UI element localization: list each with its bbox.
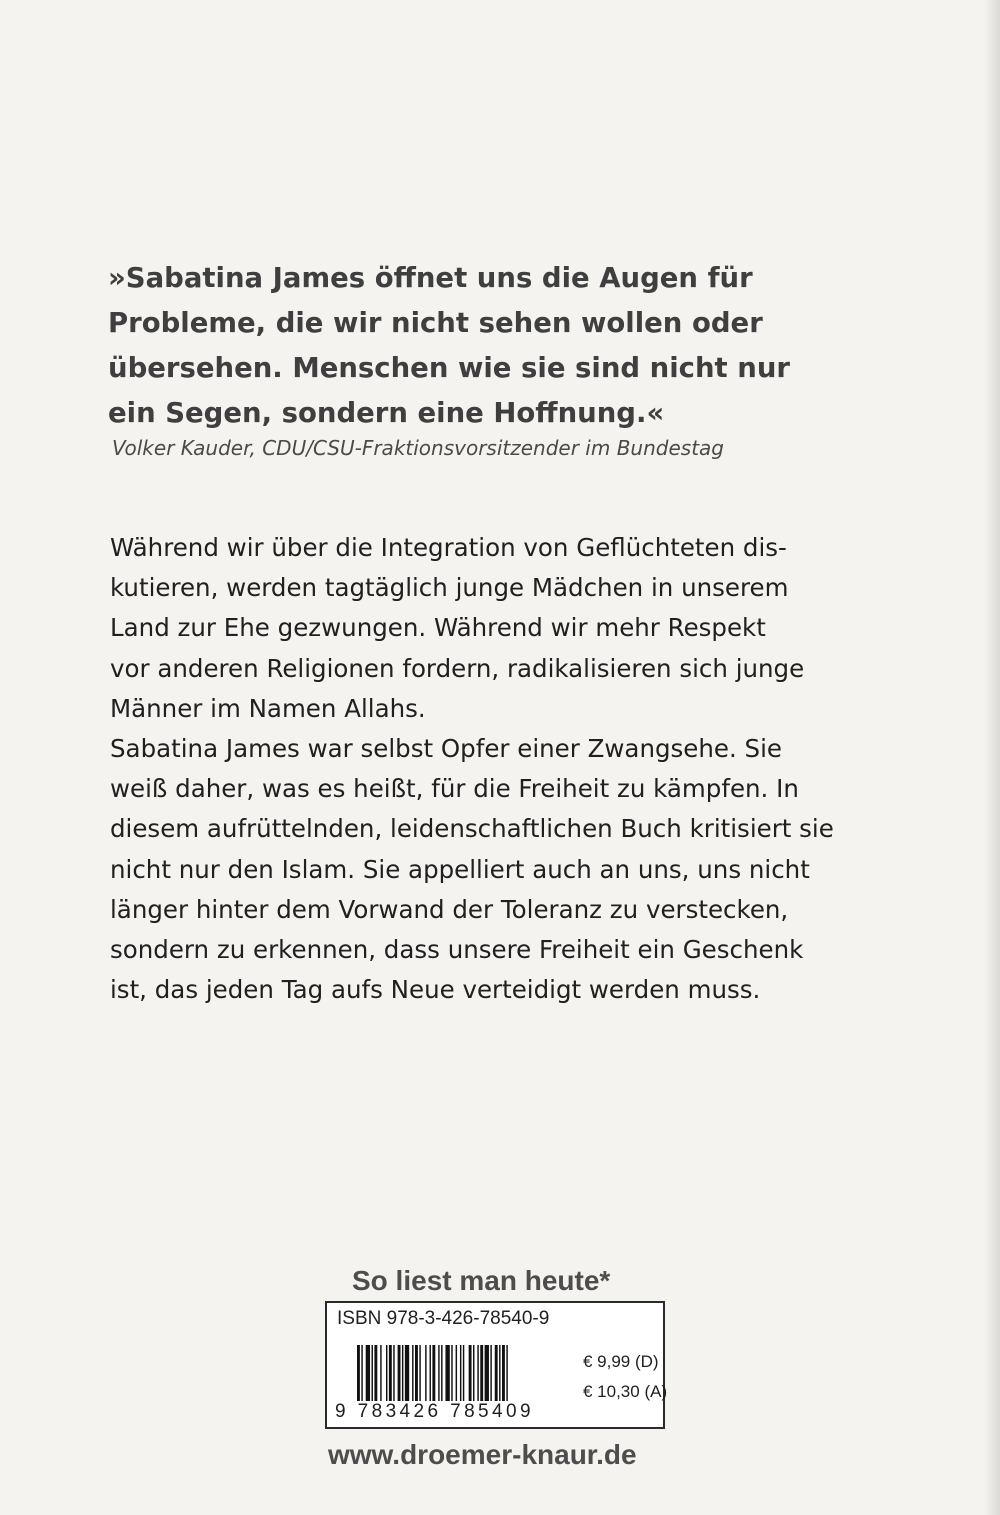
barcode-bar bbox=[393, 1345, 394, 1401]
barcode-bar bbox=[386, 1345, 387, 1401]
barcode-bar bbox=[445, 1345, 449, 1401]
barcode-bar bbox=[502, 1345, 505, 1401]
barcode-bar bbox=[380, 1345, 381, 1401]
barcode-bar bbox=[389, 1345, 392, 1401]
isbn-text: ISBN 978-3-426-78540-9 bbox=[337, 1308, 550, 1329]
blurb-quote bbox=[108, 256, 848, 436]
barcode-bar bbox=[402, 1345, 403, 1401]
barcode-label bbox=[325, 1301, 668, 1429]
description-line: ist, das jeden Tag aufs Neue verteidigt werden muss. bbox=[110, 975, 761, 1005]
barcode-bar bbox=[366, 1345, 370, 1401]
barcode-bar bbox=[374, 1345, 377, 1401]
book-description bbox=[110, 528, 900, 1010]
barcode-bar bbox=[398, 1345, 401, 1401]
barcode-bar bbox=[415, 1345, 418, 1401]
series-tagline: So liest man heute* bbox=[352, 1265, 611, 1296]
price-list bbox=[583, 1347, 667, 1407]
quote-line: »Sabatina James öffnet uns die Augen für bbox=[108, 262, 753, 294]
description-line: kutieren, werden tagtäglich junge Mädchen in unserem bbox=[110, 573, 789, 603]
description-line: Während wir über die Integration von Geflüchteten dis- bbox=[110, 533, 787, 562]
ean-number: 9 783426 785409 bbox=[335, 1401, 534, 1422]
barcode-bar bbox=[372, 1345, 373, 1401]
quote-attribution: Volker Kauder, CDU/CSU-Fraktionsvorsitzender im Bundestag bbox=[112, 436, 724, 460]
barcode-bar bbox=[480, 1345, 483, 1401]
description-line: Sabatina James war selbst Opfer einer Zwangsehe. Sie bbox=[110, 734, 782, 764]
description-line: nicht nur den Islam. Sie appelliert auch an uns, uns nicht bbox=[110, 854, 810, 884]
description-line: diesem aufrüttelnden, leidenschaftlichen Buch kritisiert sie bbox=[110, 814, 834, 844]
barcode-bar bbox=[357, 1345, 360, 1401]
quote-line: ein Segen, sondern eine Hoffnung.« bbox=[108, 397, 665, 429]
barcode-bar bbox=[361, 1345, 362, 1401]
spine-shadow bbox=[984, 0, 1000, 1515]
barcode-bar bbox=[460, 1345, 461, 1401]
barcode-bar bbox=[438, 1345, 439, 1401]
barcode-bar bbox=[477, 1345, 478, 1401]
quote-line: Probleme, die wir nicht sehen wollen oder bbox=[108, 307, 763, 339]
barcode-bar bbox=[456, 1345, 457, 1401]
barcode-bar bbox=[506, 1345, 507, 1401]
barcode-bar bbox=[405, 1345, 409, 1401]
barcode-bar bbox=[451, 1345, 452, 1401]
price-austria: € 10,30 (A) bbox=[583, 1382, 668, 1401]
barcode-bars bbox=[357, 1345, 593, 1401]
barcode-bar bbox=[430, 1345, 431, 1401]
barcode-bar bbox=[441, 1345, 442, 1401]
barcode-bar bbox=[425, 1345, 426, 1401]
description-line: länger hinter dem Vorwand der Toleranz zu verstecken, bbox=[110, 894, 789, 924]
description-line: sondern zu erkennen, dass unsere Freiheit ein Geschenk bbox=[110, 935, 804, 965]
description-line: Land zur Ehe gezwungen. Während wir mehr Respekt bbox=[110, 613, 766, 643]
publisher-website[interactable]: www.droemer-knaur.de bbox=[328, 1439, 637, 1470]
barcode-bar bbox=[432, 1345, 435, 1401]
barcode-bar bbox=[490, 1345, 491, 1401]
price-germany: € 9,99 (D) bbox=[583, 1352, 659, 1371]
description-line: weiß daher, was es heißt, für die Freiheit zu kämpfen. In bbox=[110, 774, 799, 804]
description-line: vor anderen Religionen fordern, radikalisieren sich junge bbox=[110, 653, 805, 683]
barcode-bar bbox=[473, 1345, 474, 1401]
barcode-bar bbox=[499, 1345, 500, 1401]
barcode-bar bbox=[419, 1345, 420, 1401]
barcode-bar bbox=[463, 1345, 464, 1401]
barcode-bar bbox=[485, 1345, 489, 1401]
barcode-bar bbox=[495, 1345, 498, 1401]
barcode-bar bbox=[412, 1345, 413, 1401]
quote-line: übersehen. Menschen wie sie sind nicht nur bbox=[108, 352, 790, 384]
description-line: Männer im Namen Allahs. bbox=[110, 693, 426, 723]
barcode-bar bbox=[469, 1345, 472, 1401]
